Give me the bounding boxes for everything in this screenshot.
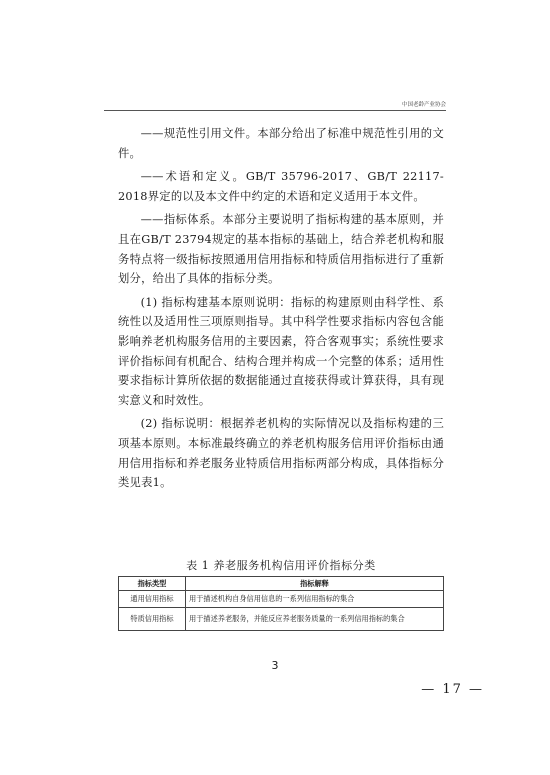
body-text: [118, 124, 444, 497]
page-number: 3: [271, 659, 279, 672]
table-cell: 通用信用指标: [119, 591, 186, 608]
table-cell: 特质信用指标: [119, 608, 186, 631]
paragraph-terms-definitions: ——术语和定义。GB/T 35796-2017、GB/T 22117-2018界定的以及本文件中约定的术语和定义适用于本文件。: [118, 170, 444, 203]
header-rule: [104, 110, 446, 111]
table-row: [119, 608, 444, 631]
table-header-cell: 指标类型: [119, 577, 186, 591]
table-header-cell: 指标解释: [186, 577, 444, 591]
folio: — 17 —: [421, 682, 484, 697]
table-header-row: [119, 577, 444, 591]
paragraph-construction-principles: (1) 指标构建基本原则说明：指标的构建原则由科学性、系统性以及适用性三项原则指导。其中科学性要求指标内容包含能影响养老机构服务信用的主要因素，符合客观事实；系统性要求评价指标间有机配合、结构合理并构成一个完整的体系；适用性要求指标计算所依据的数据能通过直接获得或计算获得，具有现实意义和时效性。: [118, 295, 444, 407]
indicator-table: [118, 576, 444, 631]
paragraph-normative-references: ——规范性引用文件。本部分给出了标准中规范性引用的文件。: [118, 127, 444, 160]
table-cell: 用于描述机构自身信用信息的一系列信用指标的集合: [186, 591, 444, 608]
paragraph-indicator-system: ——指标体系。本部分主要说明了指标构建的基本原则，并且在GB/T 23794规定的基本指标的基础上，结合养老机构和服务特点将一级指标按照通用信用指标和特质信用指标进行了重新划分，给出了具体的指标分类。: [118, 213, 444, 286]
header-organization: 中国老龄产业协会: [401, 102, 446, 108]
table-cell: 用于描述养老服务，并能反应养老服务质量的一系列信用指标的集合: [186, 608, 444, 631]
table-caption: 表 1 养老服务机构信用评价指标分类: [186, 559, 376, 572]
paragraph-indicator-description: (2) 指标说明：根据养老机构的实际情况以及指标构建的三项基本原则。本标准最终确立的养老机构服务信用评价指标由通用信用指标和养老服务业特质信用指标两部分构成，具体指标分类见表1。: [118, 417, 444, 490]
table-row: [119, 591, 444, 608]
